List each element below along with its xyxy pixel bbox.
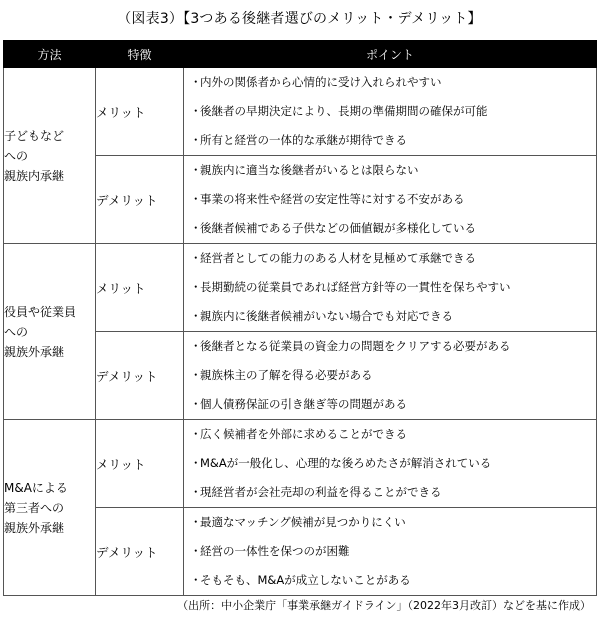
comparison-table (3, 40, 597, 596)
point-text: 後継者となる従業員の資金力の問題をクリアする必要がある (200, 339, 511, 353)
point-item (184, 185, 596, 214)
points-cell (184, 508, 597, 596)
points-cell (184, 68, 597, 156)
points-cell (184, 156, 597, 244)
bullet-mark: ・ (190, 221, 202, 235)
bullet-mark: ・ (190, 251, 202, 265)
point-item (184, 332, 596, 361)
bullet-mark: ・ (190, 515, 202, 529)
point-item (184, 420, 596, 449)
point-item (184, 566, 596, 595)
point-item (184, 273, 596, 302)
point-text: 現経営者が会社売却の利益を得ることができる (200, 485, 442, 499)
bullet-mark: ・ (190, 368, 202, 382)
point-text: 親族内に適当な後継者がいるとは限らない (200, 163, 419, 177)
feature-cell-merit: メリット (96, 244, 184, 332)
point-text: そもそも、M&Aが成立しないことがある (200, 573, 411, 587)
method-cell (4, 68, 96, 244)
bullet-mark: ・ (190, 192, 202, 206)
point-text: 親族株主の了解を得る必要がある (200, 368, 373, 382)
point-text: 経営の一体性を保つのが困難 (200, 544, 350, 558)
point-text: 事業の将来性や経営の安定性等に対する不安がある (200, 192, 465, 206)
method-line: 親族内承継 (4, 168, 65, 183)
point-text: 最適なマッチング候補が見つかりにくい (200, 515, 406, 529)
bullet-mark: ・ (190, 456, 202, 470)
method-line: 親族外承継 (4, 344, 65, 359)
bullet-mark: ・ (190, 397, 202, 411)
points-cell (184, 332, 597, 420)
point-item (184, 361, 596, 390)
header-points: ポイント (184, 41, 597, 68)
point-text: M&Aが一般化し、心理的な後ろめたさが解消されている (200, 456, 492, 470)
method-line: への (4, 148, 29, 163)
point-text: 経営者としての能力のある人材を見極めて承継できる (200, 251, 476, 265)
bullet-mark: ・ (190, 339, 202, 353)
feature-cell-demerit: デメリット (96, 156, 184, 244)
point-item (184, 478, 596, 507)
header-method: 方法 (4, 41, 96, 68)
point-item (184, 214, 596, 243)
points-cell (184, 244, 597, 332)
point-text: 後継者の早期決定により、長期の準備期間の確保が可能 (200, 104, 488, 118)
point-text: 所有と経営の一体的な承継が期待できる (200, 133, 407, 147)
method-cell (4, 244, 96, 420)
bullet-mark: ・ (190, 485, 202, 499)
point-item (184, 156, 596, 185)
method-line: M&Aによる (4, 480, 68, 495)
point-text: 親族内に後継者候補がいない場合でも対応できる (200, 309, 453, 323)
table-row (4, 244, 597, 332)
method-line: 役員や従業員 (4, 304, 77, 319)
feature-cell-merit: メリット (96, 420, 184, 508)
bullet-mark: ・ (190, 544, 202, 558)
page-title: （図表3）【3つある後継者選びのメリット・デメリット】 (117, 11, 482, 27)
method-cell (4, 420, 96, 596)
bullet-mark: ・ (190, 133, 202, 147)
bullet-mark: ・ (190, 573, 202, 587)
feature-cell-demerit: デメリット (96, 332, 184, 420)
bullet-mark: ・ (190, 427, 202, 441)
point-item (184, 97, 596, 126)
feature-cell-merit: メリット (96, 68, 184, 156)
point-text: 長期勤続の従業員であれば経営方針等の一貫性を保ちやすい (200, 280, 511, 294)
bullet-mark: ・ (190, 104, 202, 118)
point-item (184, 537, 596, 566)
bullet-mark: ・ (190, 280, 202, 294)
table-header-row (4, 41, 597, 68)
point-text: 個人債務保証の引き継ぎ等の問題がある (200, 397, 407, 411)
method-line: 第三者への (4, 500, 65, 515)
points-cell (184, 420, 597, 508)
source-note: （出所：中小企業庁「事業承継ガイドライン」（2022年3月改訂）などを基に作成） (177, 599, 591, 612)
point-item (184, 68, 596, 97)
feature-cell-demerit: デメリット (96, 508, 184, 596)
point-text: 内外の関係者から心情的に受け入れられやすい (200, 75, 442, 89)
point-item (184, 508, 596, 537)
point-text: 広く候補者を外部に求めることができる (200, 427, 407, 441)
header-feature: 特徴 (96, 41, 184, 68)
point-item (184, 449, 596, 478)
table-row (4, 420, 597, 508)
method-line: 親族外承継 (4, 520, 65, 535)
method-line: 子どもなど (4, 128, 65, 143)
point-item (184, 126, 596, 155)
point-item (184, 390, 596, 419)
bullet-mark: ・ (190, 163, 202, 177)
point-text: 後継者候補である子供などの価値観が多様化している (200, 221, 476, 235)
point-item (184, 244, 596, 273)
point-item (184, 302, 596, 331)
bullet-mark: ・ (190, 309, 202, 323)
table-row (4, 68, 597, 156)
method-line: への (4, 324, 29, 339)
bullet-mark: ・ (190, 75, 202, 89)
